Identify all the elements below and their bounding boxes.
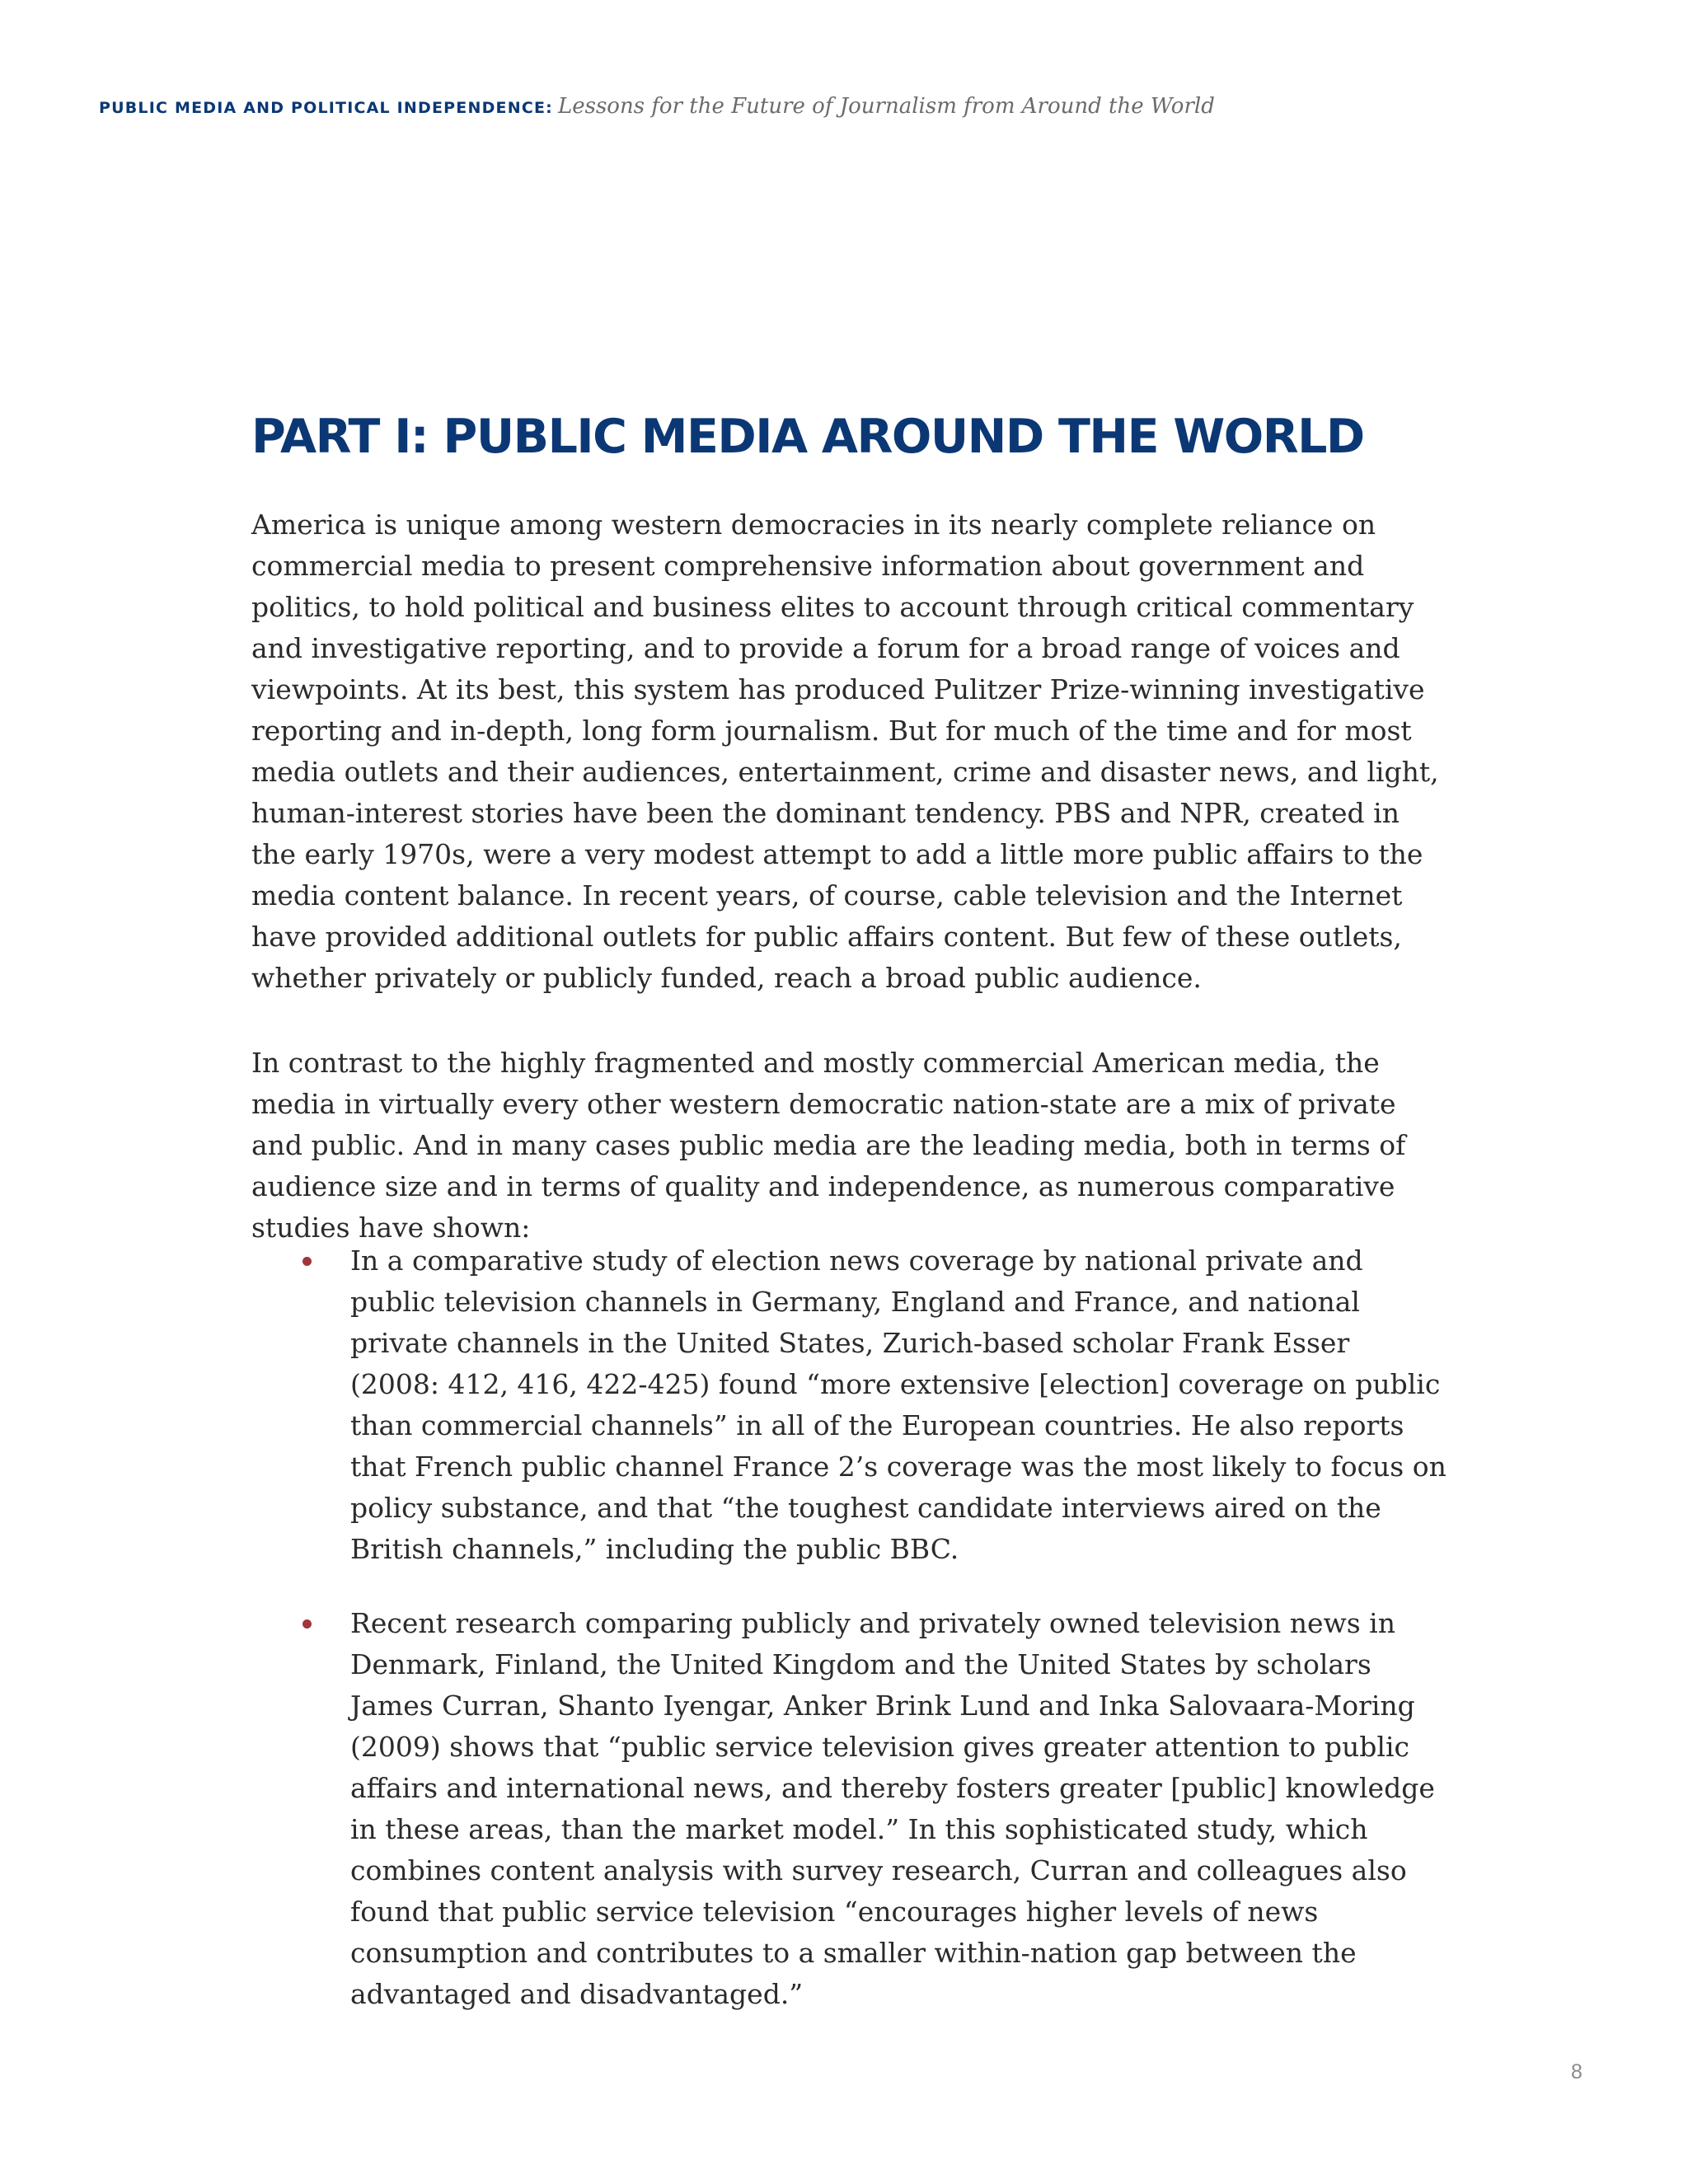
- running-header-subtitle: Lessons for the Future of Journalism from Around the World: [557, 94, 1215, 119]
- bullet-dot-icon: [302, 1257, 312, 1266]
- running-header: [99, 94, 1215, 119]
- section-heading: PART I: PUBLIC MEDIA AROUND THE WORLD: [251, 410, 1364, 464]
- bullet-item-2-text: Recent research comparing publicly and privately owned television news in Denmark, Finland, the United Kingdom and the United States by scholars James Curran, Shanto Iyengar, Anker Brink Lund and Inka Salovaara-Moring (2009) shows that “public service television gives greater attention to public affairs and international news, and thereby fosters greater [public] knowledge in these areas, than the market model.” In this sophisticated study, which combines content analysis with survey research, Curran and colleagues also found that public service television “encourages higher levels of news consumption and contributes to a smaller within-nation gap between the advantaged and disadvantaged.”: [350, 1607, 1435, 2010]
- bullet-list: [251, 1240, 1447, 2048]
- bullet-item-2: [251, 1603, 1447, 2015]
- body-paragraph-2: In contrast to the highly fragmented and mostly commercial American media, the media in virtually every other western democratic nation-state are a mix of private and public. And in many cases public media are the leading media, both in terms of audience size and in terms of quality and independence, as numerous comparative studies have shown:: [251, 1047, 1406, 1244]
- bullet-item-1: [251, 1240, 1447, 1570]
- running-header-title: PUBLIC MEDIA AND POLITICAL INDEPENDENCE:: [99, 99, 553, 117]
- bullet-item-1-text: In a comparative study of election news coverage by national private and public television channels in Germany, England and France, and national private channels in the United States, Zurich-based scholar Frank Esser (2008: 412, 416, 422-425) found “more extensive [election] coverage on public than commercial channels” in all of the European countries. He also reports that French public channel France 2’s coverage was the most likely to focus on policy substance, and that “the toughest candidate interviews aired on the British channels,” including the public BBC.: [350, 1244, 1447, 1565]
- page-number: 8: [1571, 2060, 1582, 2083]
- body-paragraph-1: America is unique among western democracies in its nearly complete reliance on commercial media to present comprehensive information about government and politics, to hold political and business elites to account through critical commentary and investigative reporting, and to provide a forum for a broad range of voices and viewpoints. At its best, this system has produced Pulitzer Prize-winning investigative reporting and in-depth, long form journalism. But for much of the time and for most media outlets and their audiences, entertainment, crime and disaster news, and light, human-interest stories have been the dominant tendency. PBS and NPR, created in the early 1970s, were a very modest attempt to add a little more public affairs to the media content balance. In recent years, of course, cable television and the Internet have provided additional outlets for public affairs content. But few of these outlets, whether privately or publicly funded, reach a broad public audience.: [251, 509, 1439, 994]
- bullet-dot-icon: [302, 1619, 312, 1629]
